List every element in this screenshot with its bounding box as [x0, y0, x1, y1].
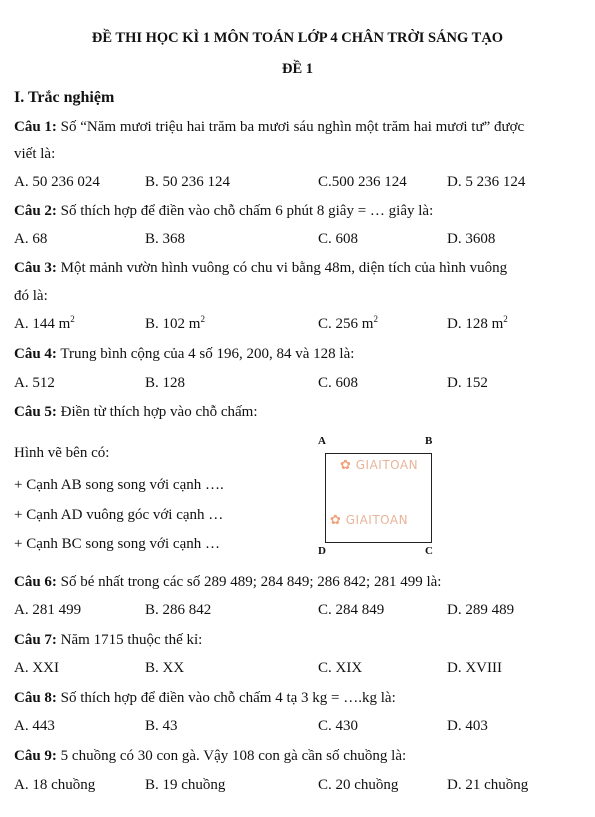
option-c[interactable]: C. 608: [318, 375, 359, 391]
option-d[interactable]: D. 152: [447, 375, 488, 391]
question-4: [14, 346, 354, 363]
option-a[interactable]: A. 281 499: [14, 602, 82, 618]
option-a[interactable]: A. 50 236 024: [14, 174, 100, 190]
option-d[interactable]: D. 403: [447, 718, 488, 734]
option-b[interactable]: B. 128: [145, 375, 186, 391]
option-d[interactable]: [447, 316, 508, 333]
option-a[interactable]: A. 443: [14, 718, 55, 734]
option-c[interactable]: C. 430: [318, 718, 359, 734]
option-text: D. 128 m: [447, 316, 504, 332]
question-label: Câu 8:: [14, 690, 57, 706]
option-b[interactable]: B. 19 chuồng: [145, 777, 226, 793]
unit-exponent: 2: [200, 314, 205, 324]
option-c[interactable]: C. 20 chuồng: [318, 777, 399, 793]
option-b[interactable]: B. 368: [145, 231, 186, 247]
option-d[interactable]: D. 3608: [447, 231, 496, 247]
question-6: [14, 574, 441, 591]
question-text: Số thích hợp để điền vào chỗ chấm 6 phút 8 giây = … giây là:: [56, 203, 434, 219]
option-a[interactable]: A. 18 chuồng: [14, 777, 96, 793]
unit-exponent: 2: [70, 314, 75, 324]
option-text: C. 256 m: [318, 316, 374, 332]
option-a[interactable]: [14, 316, 75, 333]
flower-logo-icon: ✿: [330, 513, 342, 528]
vertex-b: B: [425, 435, 433, 447]
question-text: Trung bình cộng của 4 số 196, 200, 84 và 128 là:: [56, 346, 355, 362]
question-1: [14, 119, 524, 136]
question-text: Số thích hợp để điền vào chỗ chấm 4 tạ 3 kg = ….kg là:: [56, 690, 396, 706]
option-b[interactable]: B. 286 842: [145, 602, 212, 618]
question-label: Câu 2:: [14, 203, 57, 219]
watermark: [340, 458, 418, 473]
watermark: [330, 513, 408, 528]
vertex-a: A: [318, 435, 326, 447]
option-c[interactable]: [318, 316, 378, 333]
question-text: 5 chuồng có 30 con gà. Vậy 108 con gà cần số chuồng là:: [56, 748, 407, 764]
option-b[interactable]: B. 50 236 124: [145, 174, 231, 190]
question-3-continued: đó là:: [14, 288, 48, 304]
option-c[interactable]: C. XIX: [318, 660, 363, 676]
watermark-text: GIAITOAN: [345, 513, 409, 527]
question-label: Câu 3:: [14, 260, 57, 276]
question-8: [14, 690, 396, 707]
figure-intro: Hình vẽ bên có:: [14, 445, 110, 461]
question-label: Câu 5:: [14, 404, 57, 420]
question-5: [14, 404, 258, 421]
question-2: [14, 203, 433, 220]
option-a[interactable]: A. 68: [14, 231, 48, 247]
option-b[interactable]: B. XX: [145, 660, 185, 676]
option-b[interactable]: [145, 316, 205, 333]
question-text: Số bé nhất trong các số 289 489; 284 849; 286 842; 281 499 là:: [56, 574, 442, 590]
question-1-continued: viết là:: [14, 146, 56, 162]
unit-exponent: 2: [373, 314, 378, 324]
flower-logo-icon: ✿: [340, 458, 352, 473]
option-a[interactable]: A. 512: [14, 375, 55, 391]
fill-blank-ad: + Cạnh AD vuông góc với cạnh …: [14, 507, 224, 523]
vertex-c: C: [425, 545, 433, 557]
question-text: Một mảnh vườn hình vuông có chu vi bằng 48m, diện tích của hình vuông: [56, 260, 508, 276]
option-d[interactable]: D. XVIII: [447, 660, 502, 676]
vertex-d: D: [318, 545, 326, 557]
option-c[interactable]: C. 608: [318, 231, 359, 247]
fill-blank-ab: + Cạnh AB song song với cạnh ….: [14, 477, 224, 493]
question-label: Câu 4:: [14, 346, 57, 362]
question-text: Năm 1715 thuộc thế kỉ:: [56, 632, 203, 648]
question-label: Câu 9:: [14, 748, 57, 764]
option-text: A. 144 m: [14, 316, 71, 332]
question-label: Câu 1:: [14, 119, 57, 135]
option-d[interactable]: D. 5 236 124: [447, 174, 526, 190]
section-title: I. Trắc nghiệm: [14, 89, 115, 106]
option-d[interactable]: D. 21 chuồng: [447, 777, 529, 793]
question-7: [14, 632, 202, 649]
unit-exponent: 2: [503, 314, 508, 324]
option-c[interactable]: C. 284 849: [318, 602, 385, 618]
option-b[interactable]: B. 43: [145, 718, 178, 734]
exam-subtitle: ĐỀ 1: [281, 61, 314, 77]
option-d[interactable]: D. 289 489: [447, 602, 515, 618]
option-text: B. 102 m: [145, 316, 201, 332]
question-text: Điền từ thích hợp vào chỗ chấm:: [56, 404, 258, 420]
question-9: [14, 748, 406, 765]
option-a[interactable]: A. XXI: [14, 660, 59, 676]
exam-title: ĐỀ THI HỌC KÌ 1 MÔN TOÁN LỚP 4 CHÂN TRỜI SÁNG TẠO: [91, 30, 504, 46]
option-c[interactable]: C.500 236 124: [318, 174, 407, 190]
watermark-text: GIAITOAN: [355, 458, 419, 472]
question-3: [14, 260, 507, 277]
fill-blank-bc: + Cạnh BC song song với cạnh …: [14, 536, 220, 552]
question-text: Số “Năm mươi triệu hai trăm ba mươi sáu nghìn một trăm hai mươi tư” được: [56, 119, 525, 135]
question-label: Câu 7:: [14, 632, 57, 648]
question-label: Câu 6:: [14, 574, 57, 590]
